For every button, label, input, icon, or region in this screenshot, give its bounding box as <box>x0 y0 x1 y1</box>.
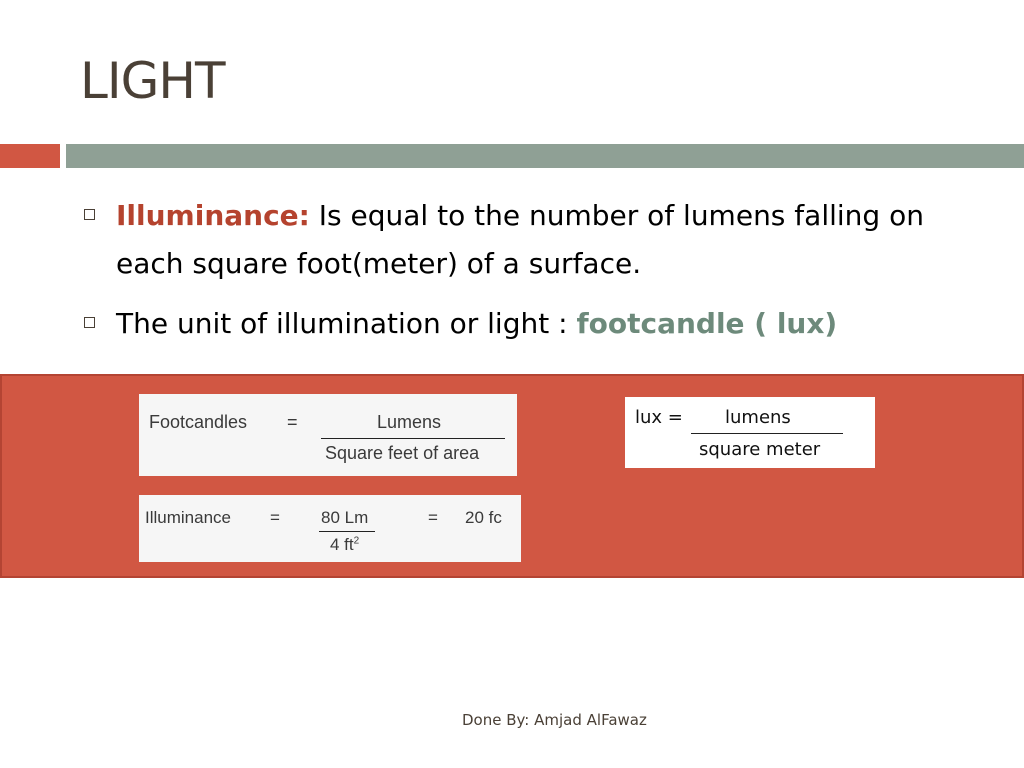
footcandles-formula-card <box>139 394 517 476</box>
bullet-item-unit <box>80 300 1000 348</box>
formula-equals: = <box>270 508 280 527</box>
bullet-keyword: Illuminance: <box>116 199 310 232</box>
fraction-bar <box>321 438 505 439</box>
fraction-bar <box>691 433 843 434</box>
formula-denominator: Square feet of area <box>325 443 480 463</box>
slide-title: LIGHT <box>80 52 225 110</box>
bullet-list <box>80 192 1000 348</box>
formula-numerator: lumens <box>725 407 791 428</box>
bullet-text: Is equal to the number of lumens falling on each square foot(meter) of a surface. <box>116 199 924 280</box>
formula-lhs: Footcandles <box>149 412 248 432</box>
formula-equals: = <box>287 412 298 432</box>
formula-denominator: 4 $ft^2$ <box>330 535 360 554</box>
header-band-accent <box>0 144 60 168</box>
square-bullet-icon <box>84 317 95 328</box>
bullet-keyword: footcandle ( lux) <box>576 307 838 340</box>
formula-equals: = <box>428 508 438 527</box>
formula-numerator: 80 Lm <box>321 508 369 527</box>
formula-lhs: Illuminance <box>145 508 231 527</box>
formula-denominator: square meter <box>699 439 821 460</box>
fraction-bar <box>319 531 375 532</box>
bullet-item-illuminance <box>80 192 1000 288</box>
formula-numerator: Lumens <box>377 412 442 432</box>
slide-footer: Done By: Amjad AlFawaz <box>462 711 647 729</box>
bullet-text: The unit of illumination or light : <box>116 307 577 340</box>
lux-formula-card <box>625 397 875 468</box>
header-band <box>66 144 1024 168</box>
formula-result: 20 fc <box>465 508 502 527</box>
illuminance-example-card <box>139 495 521 562</box>
square-bullet-icon <box>84 209 95 220</box>
formula-lhs: lux = <box>635 407 683 428</box>
